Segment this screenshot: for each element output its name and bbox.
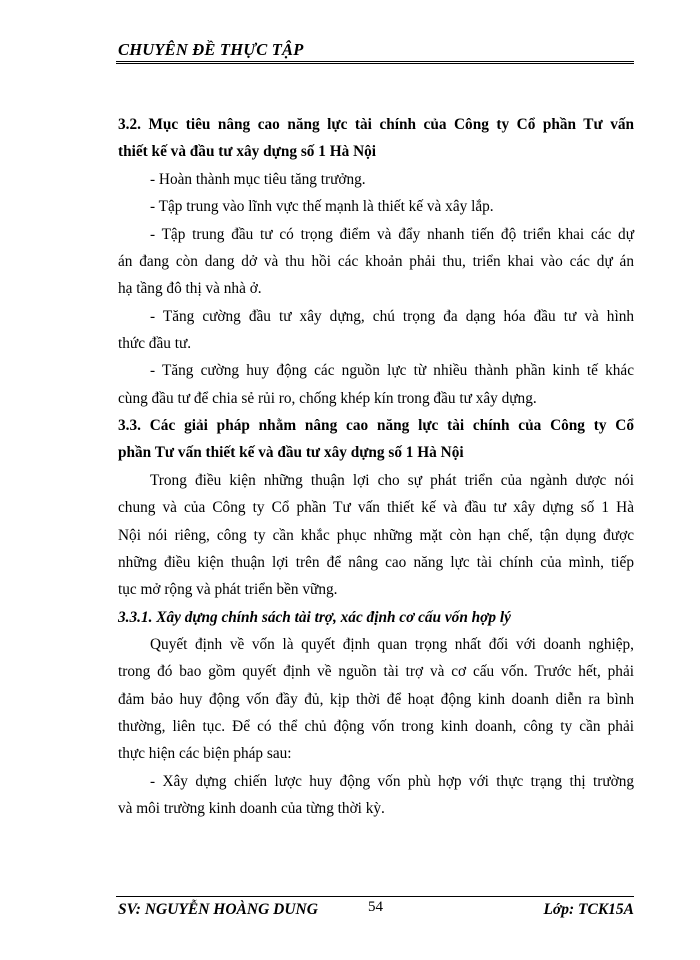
- bullet-growth-target: - Hoàn thành mục tiêu tăng trưởng.: [150, 171, 366, 188]
- page-header-title: CHUYÊN ĐỀ THỰC TẬP: [118, 40, 304, 59]
- header-divider: [116, 61, 634, 64]
- paragraph-2-line-2: trong đó bao gồm quyết định về nguồn tài trợ và cơ cấu vốn. Trước hết, phải: [118, 663, 634, 680]
- bullet-diversify-investment-line-1: - Tăng cường đầu tư xây dựng, chú trọng đa dạng hóa đầu tư và hình: [150, 308, 634, 325]
- paragraph-1-line-2: chung và của Công ty Cổ phần Tư vấn thiết kế và đầu tư xây dựng số 1 Hà: [118, 499, 634, 516]
- paragraph-2-line-3: đảm bảo huy động vốn đầy đủ, kịp thời để hoạt động kinh doanh diễn ra bình: [118, 691, 634, 708]
- bullet-focus-investment-line-1: - Tập trung đầu tư có trọng điểm và đẩy nhanh tiến độ triển khai các dự: [150, 226, 634, 243]
- paragraph-1-line-3: Nội nói riêng, công ty cần khắc phục những mặt còn hạn chế, tận dụng được: [118, 527, 634, 544]
- paragraph-1-line-1: Trong điều kiện những thuận lợi cho sự phát triển của ngành dược nói: [150, 472, 634, 489]
- footer-student-name: SV: NGUYỄN HOÀNG DUNG: [118, 901, 318, 918]
- bullet-focus-investment-line-2: án đang còn dang dở và thu hồi các khoản phải thu, triển khai vào các dự án: [118, 253, 634, 270]
- section-3-2-heading-line-1: 3.2. Mục tiêu nâng cao năng lực tài chính của Công ty Cổ phần Tư vấn: [118, 116, 634, 133]
- footer-class-label: Lớp: TCK15A: [543, 901, 634, 918]
- bullet-mobilize-resources-line-1: - Tăng cường huy động các nguồn lực từ nhiều thành phần kinh tế khác: [150, 362, 634, 379]
- paragraph-2-line-4: thường, liên tục. Để có thể chủ động vốn trong kinh doanh, công ty cần phải: [118, 718, 634, 735]
- paragraph-2-line-1: Quyết định về vốn là quyết định quan trọng nhất đối với doanh nghiệp,: [150, 636, 634, 653]
- paragraph-1-line-5: tục mở rộng và phát triển bền vững.: [118, 581, 338, 598]
- bullet-capital-strategy-line-2: và môi trường kinh doanh của từng thời kỳ.: [118, 800, 385, 817]
- bullet-diversify-investment-line-2: thức đầu tư.: [118, 335, 192, 352]
- section-3-3-1-heading: 3.3.1. Xây dựng chính sách tài trợ, xác định cơ cấu vốn hợp lý: [118, 609, 511, 626]
- section-3-2-heading-line-2: thiết kế và đầu tư xây dựng số 1 Hà Nội: [118, 143, 377, 160]
- bullet-focus-investment-line-3: hạ tầng đô thị và nhà ở.: [118, 280, 262, 297]
- bullet-mobilize-resources-line-2: cùng đầu tư để chia sẻ rủi ro, chống khép kín trong đầu tư xây dựng.: [118, 390, 537, 407]
- section-3-3-heading-line-1: 3.3. Các giải pháp nhằm nâng cao năng lực tài chính của Công ty Cổ: [118, 417, 634, 434]
- bullet-focus-strengths: - Tập trung vào lĩnh vực thế mạnh là thiết kế và xây lắp.: [150, 198, 494, 215]
- page-number: 54: [368, 899, 383, 915]
- paragraph-1-line-4: những điều kiện thuận lợi trên để nâng cao năng lực tài chính của mình, tiếp: [118, 554, 634, 571]
- section-3-3-heading-line-2: phần Tư vấn thiết kế và đầu tư xây dựng số 1 Hà Nội: [118, 444, 464, 461]
- footer-divider: [116, 896, 634, 897]
- bullet-capital-strategy-line-1: - Xây dựng chiến lược huy động vốn phù hợp với thực trạng thị trường: [150, 773, 634, 790]
- paragraph-2-line-5: thực hiện các biện pháp sau:: [118, 745, 292, 762]
